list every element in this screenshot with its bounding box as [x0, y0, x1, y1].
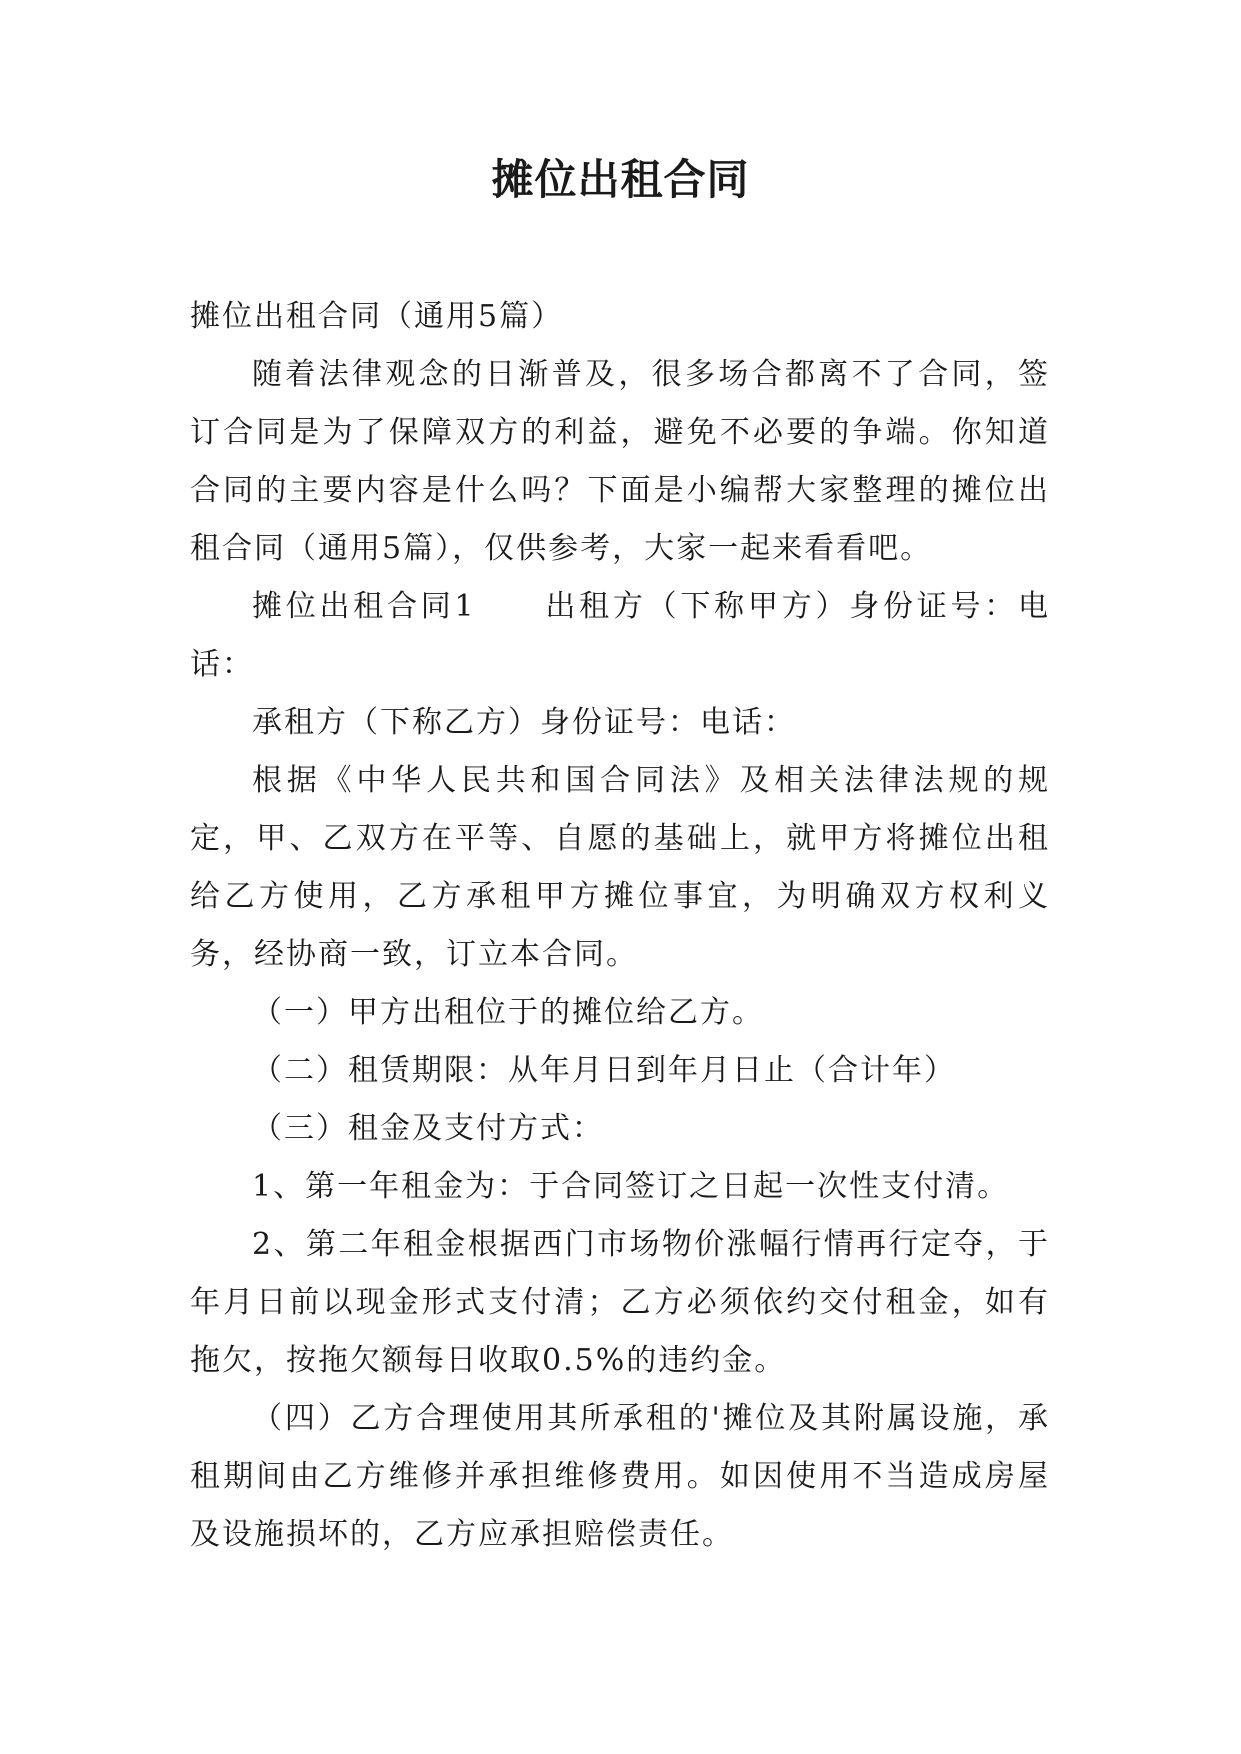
document-title: 摊位出租合同	[491, 155, 750, 204]
clause-4: （四）乙方合理使用其所承租的'摊位及其附属设施，承租期间由乙方维修并承担维修费用。如因使用不当造成房屋及设施损坏的，乙方应承担赔偿责任。	[190, 1401, 1050, 1552]
payment-item-1: 1、第一年租金为：于合同签订之日起一次性支付清。	[252, 1169, 1010, 1204]
lessee-line: 承租方（下称乙方）身份证号：电话：	[252, 705, 796, 740]
clause-2: （二）租赁期限：从年月日到年月日止（合计年）	[252, 1053, 956, 1088]
basis-paragraph: 根据《中华人民共和国合同法》及相关法律法规的规定，甲、乙双方在平等、自愿的基础上，就甲方将摊位出租给乙方使用，乙方承租甲方摊位事宜，为明确双方权利义务，经协商一致，订立本合同。	[190, 763, 1050, 972]
contract-heading-paragraph	[190, 578, 1050, 694]
intro-paragraph: 随着法律观念的日渐普及，很多场合都离不了合同，签订合同是为了保障双方的利益，避免不必要的争端。你知道合同的主要内容是什么吗？下面是小编帮大家整理的摊位出租合同（通用5篇），仅供参考，大家一起来看看吧。	[190, 357, 1050, 566]
contract-heading: 摊位出租合同1	[252, 589, 476, 624]
document-body	[190, 288, 1050, 1564]
lessor-line: 出租方（下称甲方）身份证号：电话：	[190, 589, 1051, 682]
clause-3: （三）租金及支付方式：	[252, 1111, 604, 1146]
payment-item-2: 2、第二年租金根据西门市场物价涨幅行情再行定夺，于年月日前以现金形式支付清；乙方必须依约交付租金，如有拖欠，按拖欠额每日收取0.5%的违约金。	[190, 1227, 1050, 1378]
clause-1: （一）甲方出租位于的摊位给乙方。	[252, 995, 764, 1030]
document-subtitle: 摊位出租合同（通用5篇）	[190, 299, 564, 334]
